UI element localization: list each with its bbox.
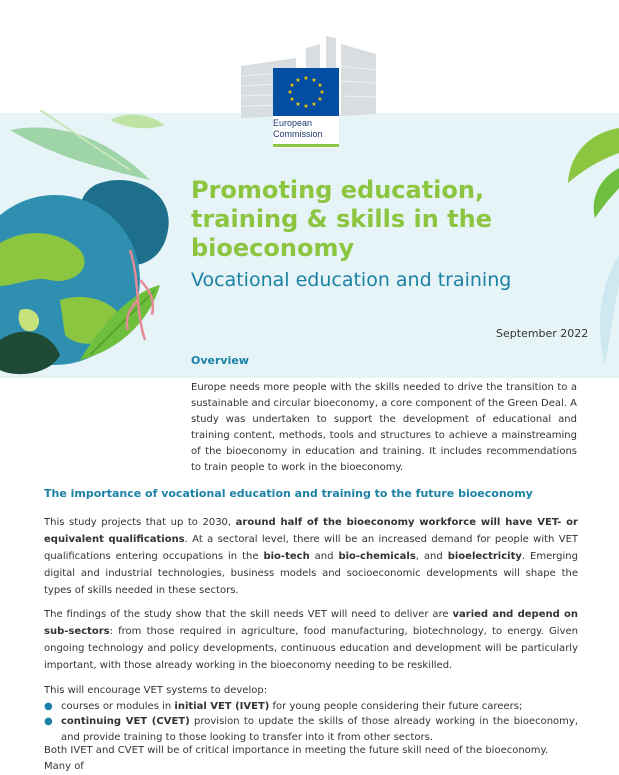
text-run-bold: continuing VET (CVET) [61, 716, 190, 727]
text-run: courses or modules in [61, 701, 175, 712]
section-paragraph-4: Both IVET and CVET will be of critical importance in meeting the future skill need of the bioeconomy. Many of [44, 745, 549, 772]
svg-text:★: ★ [303, 75, 309, 82]
bullet-icon: ● [44, 701, 53, 712]
text-run-bold: bio-tech [263, 551, 310, 562]
page-subtitle: Vocational education and training [191, 269, 512, 291]
list-item [44, 699, 578, 715]
text-run-bold: varied and depend on sub-sectors [44, 609, 578, 637]
text-run: The findings of the study show that the skill needs VET will need to deliver are [44, 609, 453, 620]
svg-text:★: ★ [319, 89, 325, 96]
svg-text:★: ★ [317, 82, 323, 89]
section-heading: The importance of vocational education and training to the future bioeconomy [44, 487, 533, 500]
publication-date: September 2022 [496, 327, 589, 340]
section-paragraph-3: This will encourage VET systems to develop: [44, 685, 268, 696]
text-run: provision to update the skills of those already working in the bioeconomy, and provide training to those looking to transfer into it from other sectors. [61, 716, 579, 743]
logo-caption [273, 118, 323, 140]
section-paragraph-1 [44, 514, 578, 599]
text-run: and [309, 551, 339, 562]
text-run-bold: around half of the bioeconomy workforce will have VET- or equivalent qualifications [44, 517, 578, 545]
section-paragraph-2 [44, 606, 578, 674]
overview-heading: Overview [191, 354, 249, 367]
text-run: for young people considering their future careers; [269, 701, 523, 712]
text-run: : from those required in agriculture, food manufacturing, biotechnology, to energy. Given ongoing technology and policy developments, continuous education and development will be particularly important, with those already working in the bioeconomy needing to be reskilled. [44, 626, 578, 671]
leaf-illustration-right [560, 108, 619, 218]
text-run: . At a sectoral level, there will be an increased demand for people with VET qualifications entering occupations in the [44, 534, 578, 562]
svg-text:★: ★ [311, 101, 317, 108]
svg-text:★: ★ [295, 77, 301, 84]
leaf-illustration-right-lower [560, 225, 619, 385]
list-item [44, 714, 578, 746]
title-line-2: training & skills in the [191, 205, 493, 233]
title-line-1: Promoting education, [191, 176, 485, 204]
svg-text:★: ★ [295, 101, 301, 108]
text-run-bold: bio-chemicals [338, 551, 416, 562]
logo-line-2: Commission [273, 129, 323, 139]
svg-text:★: ★ [289, 82, 295, 89]
text-run-bold: initial VET (IVET) [174, 701, 270, 712]
bullet-icon: ● [44, 716, 53, 727]
page-title [191, 176, 551, 263]
svg-text:★: ★ [289, 96, 295, 103]
svg-text:★: ★ [311, 77, 317, 84]
text-run-bold: bioelectricity [447, 551, 522, 562]
svg-text:★: ★ [303, 103, 309, 110]
text-run: . Emerging digital and industrial technologies, business models and socioeconomic developments will shape the types of skills needed in these sectors. [44, 551, 578, 596]
text-run: This study projects that up to 2030, [44, 517, 236, 528]
logo-line-1: European [273, 118, 313, 128]
globe-leaves-illustration [0, 110, 180, 380]
title-line-3: bioeconomy [191, 234, 355, 262]
svg-text:★: ★ [287, 89, 293, 96]
text-run: , and [415, 551, 448, 562]
svg-text:★: ★ [317, 96, 323, 103]
overview-paragraph: Europe needs more people with the skills needed to drive the transition to a sustainable and circular bioeconomy, a core component of the Green Deal. A study was undertaken to support the development of educational and training content, methods, tools and structures to achieve a mainstreaming of the bioeconomy in education and training. It includes recommendations to train people to work in the bioeconomy. [191, 382, 577, 473]
